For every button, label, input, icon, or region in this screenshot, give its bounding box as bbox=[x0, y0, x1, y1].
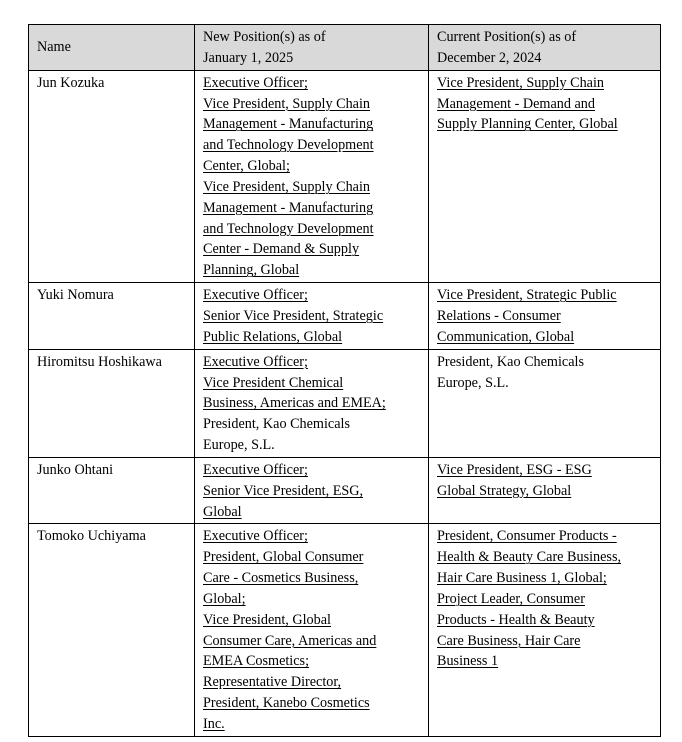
position-line: Planning, Global bbox=[203, 262, 300, 279]
position-line: Project Leader, Consumer bbox=[437, 590, 585, 607]
position-line: Executive Officer; bbox=[203, 74, 308, 91]
position-line: Vice President, Supply Chain bbox=[203, 178, 371, 195]
position-line: Europe, S.L. bbox=[437, 374, 509, 391]
name-cell: Hiromitsu Hoshikawa bbox=[29, 349, 195, 457]
current-position-cell bbox=[429, 524, 661, 736]
name-cell: Yuki Nomura bbox=[29, 283, 195, 350]
position-line: EMEA Cosmetics; bbox=[203, 653, 310, 670]
table-row bbox=[29, 70, 661, 282]
position-line: Management - Manufacturing bbox=[203, 116, 374, 133]
position-line: Management - Demand and bbox=[437, 95, 595, 112]
position-line: Public Relations, Global bbox=[203, 328, 343, 345]
current-position-cell bbox=[429, 457, 661, 524]
position-line: Vice President, Strategic Public bbox=[437, 287, 617, 304]
position-line: Supply Planning Center, Global bbox=[437, 116, 618, 133]
position-line: Senior Vice President, ESG, bbox=[203, 482, 364, 499]
position-line: President, Kao Chemicals bbox=[203, 416, 350, 433]
position-line: Executive Officer; bbox=[203, 353, 308, 370]
new-position-cell bbox=[195, 283, 429, 350]
position-line: President, Consumer Products - bbox=[437, 528, 617, 545]
name-cell: Jun Kozuka bbox=[29, 70, 195, 282]
current-position-cell bbox=[429, 349, 661, 457]
position-line: Senior Vice President, Strategic bbox=[203, 307, 384, 324]
name-cell: Junko Ohtani bbox=[29, 457, 195, 524]
position-line: Executive Officer; bbox=[203, 461, 308, 478]
position-line: Inc. bbox=[203, 716, 225, 732]
table-row bbox=[29, 349, 661, 457]
new-position-cell bbox=[195, 70, 429, 282]
position-line: Health & Beauty Care Business, bbox=[437, 549, 622, 566]
header-new-position-line: January 1, 2025 bbox=[203, 49, 294, 66]
table-row bbox=[29, 283, 661, 350]
position-line: Relations - Consumer bbox=[437, 307, 561, 324]
current-position-cell bbox=[429, 70, 661, 282]
position-line: Vice President, ESG - ESG bbox=[437, 461, 592, 478]
new-position-cell bbox=[195, 457, 429, 524]
position-line: and Technology Development bbox=[203, 137, 374, 154]
position-line: Executive Officer; bbox=[203, 287, 308, 304]
position-line: Products - Health & Beauty bbox=[437, 611, 595, 628]
position-line: Center, Global; bbox=[203, 158, 290, 175]
position-line: Executive Officer; bbox=[203, 528, 308, 545]
header-current-position-line: Current Position(s) as of bbox=[437, 29, 577, 45]
position-line: Communication, Global bbox=[437, 328, 575, 345]
position-line: Business, Americas and EMEA; bbox=[203, 395, 386, 412]
position-line: and Technology Development bbox=[203, 220, 374, 237]
header-new-position bbox=[195, 25, 429, 71]
positions-table bbox=[28, 24, 661, 737]
position-line: Vice President, Supply Chain bbox=[203, 95, 371, 112]
current-position-cell bbox=[429, 283, 661, 350]
position-line: Global bbox=[203, 503, 242, 520]
table-row bbox=[29, 524, 661, 736]
header-current-position bbox=[429, 25, 661, 71]
position-line: Care Business, Hair Care bbox=[437, 632, 581, 649]
position-line: Europe, S.L. bbox=[203, 437, 275, 454]
position-line: Hair Care Business 1, Global; bbox=[437, 570, 607, 587]
header-current-position-line: December 2, 2024 bbox=[437, 49, 542, 66]
position-line: Center - Demand & Supply bbox=[203, 241, 360, 258]
header-name: Name bbox=[29, 25, 195, 71]
position-line: Vice President, Global bbox=[203, 611, 331, 628]
position-line: Consumer Care, Americas and bbox=[203, 632, 377, 649]
new-position-cell bbox=[195, 349, 429, 457]
position-line: Vice President, Supply Chain bbox=[437, 74, 605, 91]
position-line: President, Kanebo Cosmetics bbox=[203, 695, 370, 712]
position-line: Business 1 bbox=[437, 653, 499, 670]
position-line: Representative Director, bbox=[203, 674, 342, 691]
position-line: Care - Cosmetics Business, bbox=[203, 570, 359, 587]
header-new-position-line: New Position(s) as of bbox=[203, 29, 326, 45]
table-row bbox=[29, 457, 661, 524]
header-row bbox=[29, 25, 661, 71]
name-cell: Tomoko Uchiyama bbox=[29, 524, 195, 736]
new-position-cell bbox=[195, 524, 429, 736]
position-line: Global; bbox=[203, 590, 246, 607]
position-line: Global Strategy, Global bbox=[437, 482, 572, 499]
position-line: Management - Manufacturing bbox=[203, 199, 374, 216]
position-line: President, Global Consumer bbox=[203, 549, 364, 566]
position-line: Vice President Chemical bbox=[203, 374, 344, 391]
position-line: President, Kao Chemicals bbox=[437, 353, 584, 370]
